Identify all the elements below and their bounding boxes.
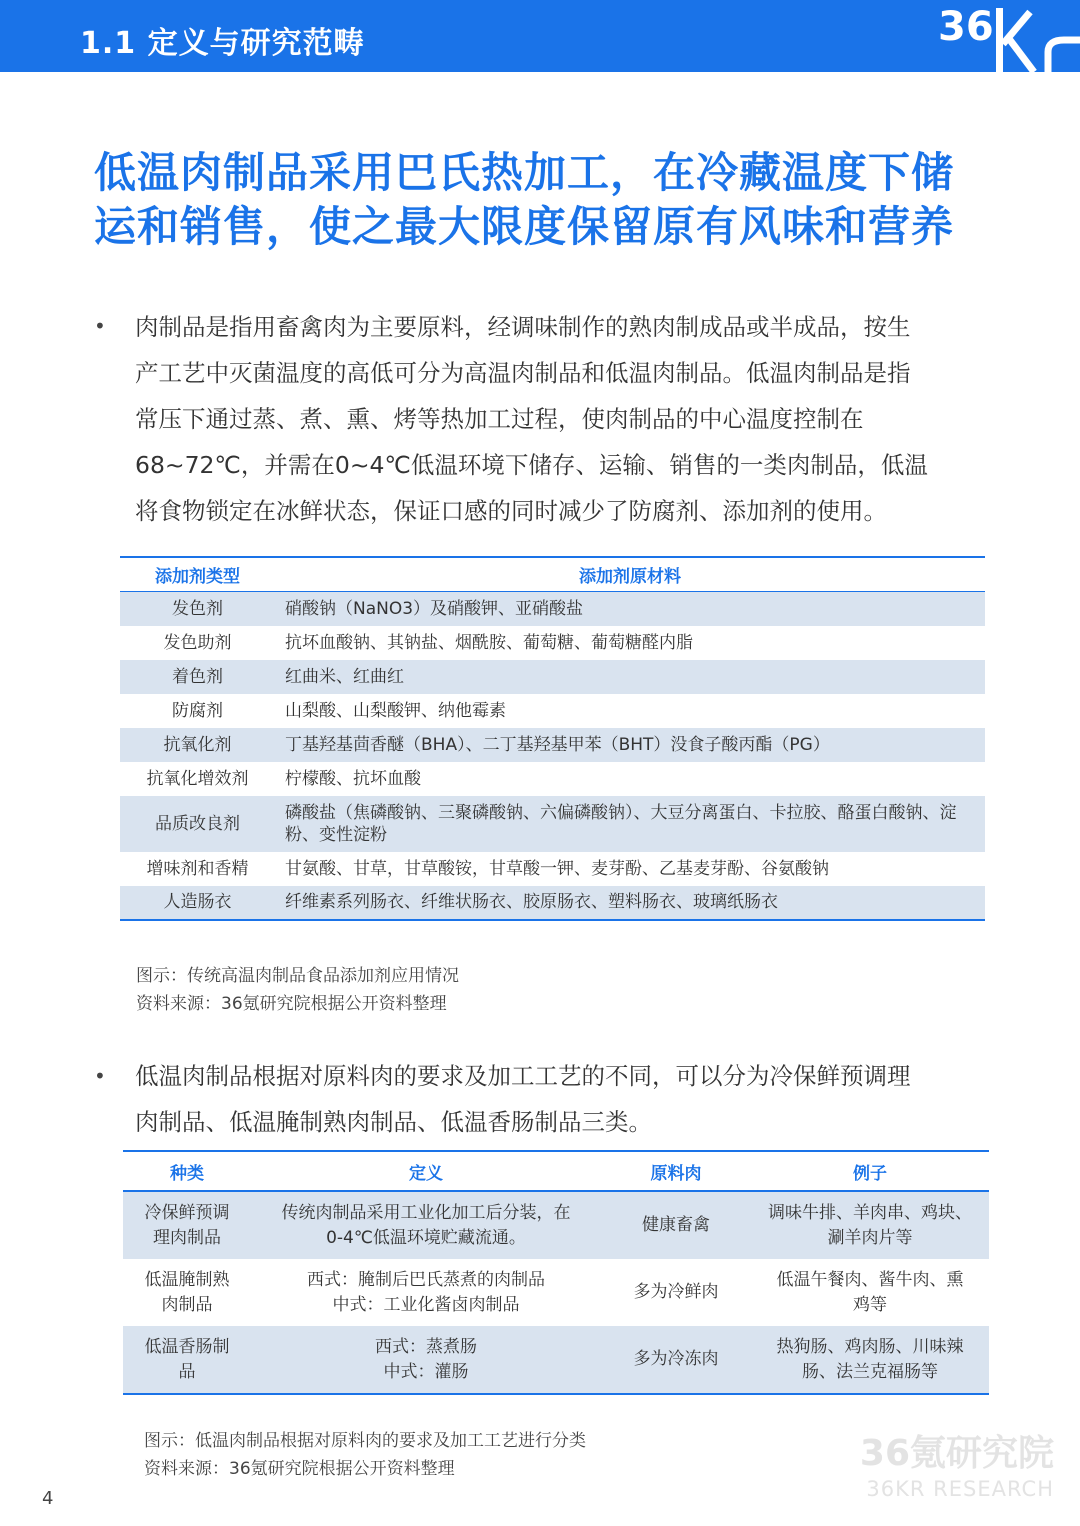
table-cell: 纤维素系列肠衣、纤维状肠衣、胶原肠衣、塑料肠衣、玻璃纸肠衣 bbox=[275, 886, 985, 920]
headline bbox=[94, 146, 994, 254]
table-cell: 发色助剂 bbox=[163, 632, 232, 653]
table-cell: 磷酸盐（焦磷酸钠、三聚磷酸钠、六偏磷酸钠）、大豆分离蛋白、卡拉胶、酪蛋白酸钠、淀粉、变性淀粉 bbox=[275, 796, 985, 852]
table-cell: 抗氧化增效剂 bbox=[146, 768, 249, 789]
additives-table bbox=[120, 556, 985, 921]
cell-line: 中式：工业化酱卤肉制品 bbox=[332, 1294, 520, 1315]
table-row bbox=[120, 626, 985, 660]
cell-line: 低温午餐肉、酱牛肉、熏 bbox=[776, 1269, 964, 1290]
para-line: 产工艺中灭菌温度的高低可分为高温肉制品和低温肉制品。低温肉制品是指 bbox=[135, 359, 911, 387]
headline-line: 低温肉制品采用巴氏热加工，在冷藏温度下储 bbox=[94, 148, 955, 197]
cell-line: 中式：灌肠 bbox=[383, 1361, 469, 1382]
table-cell: 柠檬酸、抗坏血酸 bbox=[285, 768, 421, 789]
table-row bbox=[120, 886, 985, 920]
bullet-marker: • bbox=[94, 314, 106, 338]
cell-line: 热狗肠、鸡肉肠、川味辣 bbox=[776, 1336, 964, 1357]
table-header: 定义 bbox=[251, 1151, 601, 1191]
table-cell: 硝酸钠（NaNO3）及硝酸钾、亚硝酸盐 bbox=[275, 592, 985, 626]
source-caption: 资料来源：36氪研究院根据公开资料整理 bbox=[144, 1459, 455, 1479]
table-cell: 品质改良剂 bbox=[120, 796, 275, 852]
table-cell bbox=[751, 1191, 989, 1259]
cell-line: 冷保鲜预调 bbox=[144, 1202, 230, 1223]
figure-caption: 图示：低温肉制品根据对原料肉的要求及加工工艺进行分类 bbox=[144, 1431, 586, 1451]
table-row bbox=[120, 694, 985, 728]
table-cell bbox=[251, 1259, 601, 1326]
table-cell bbox=[251, 1326, 601, 1394]
classification-paragraph bbox=[135, 1053, 985, 1145]
table-cell: 着色剂 bbox=[120, 660, 275, 694]
table-row bbox=[120, 592, 985, 626]
table1-caption bbox=[136, 962, 459, 1018]
table-cell bbox=[123, 1191, 251, 1259]
source-caption: 资料来源：36氪研究院根据公开资料整理 bbox=[136, 994, 447, 1014]
table-header: 例子 bbox=[751, 1151, 989, 1191]
cell-line: 低温腌制熟 bbox=[144, 1269, 230, 1290]
para-line: 肉制品、低温腌制熟肉制品、低温香肠制品三类。 bbox=[135, 1108, 652, 1136]
cell-line: 涮羊肉片等 bbox=[827, 1227, 913, 1248]
table-cell: 增味剂和香精 bbox=[146, 858, 249, 879]
table-cell: 多为冷鲜肉 bbox=[633, 1282, 719, 1302]
watermark-cn: 36氪研究院 bbox=[859, 1433, 1054, 1474]
para-line: 将食物锁定在冰鲜状态，保证口感的同时减少了防腐剂、添加剂的使用。 bbox=[135, 497, 887, 525]
section-title: 1.1 定义与研究范畴 bbox=[80, 26, 365, 61]
table-header: 原料肉 bbox=[601, 1151, 751, 1191]
page-number: 4 bbox=[42, 1488, 54, 1509]
cell-line: 调味牛排、羊肉串、鸡块、 bbox=[768, 1202, 972, 1223]
table-cell: 丁基羟基茴香醚（BHA）、二丁基羟基甲苯（BHT）没食子酸丙酯（PG） bbox=[275, 728, 985, 762]
table2-caption bbox=[144, 1427, 586, 1483]
cell-line: 肉制品 bbox=[161, 1294, 213, 1315]
36kr-logo bbox=[930, 0, 1080, 72]
cell-line: 西式：蒸煮肠 bbox=[375, 1336, 477, 1357]
cell-line: 传统肉制品采用工业化加工后分装，在 bbox=[281, 1202, 571, 1223]
table-row bbox=[120, 762, 985, 796]
headline-line: 运和销售，使之最大限度保留原有风味和营养 bbox=[94, 202, 955, 251]
table-header: 种类 bbox=[123, 1151, 251, 1191]
table-cell: 甘氨酸、甘草，甘草酸铵，甘草酸一钾、麦芽酚、乙基麦芽酚、谷氨酸钠 bbox=[285, 858, 829, 879]
table-cell: 健康畜禽 bbox=[601, 1191, 751, 1259]
para-line: 肉制品是指用畜禽肉为主要原料，经调味制作的熟肉制成品或半成品，按生 bbox=[135, 313, 911, 341]
table-cell bbox=[751, 1259, 989, 1326]
cell-line: 理肉制品 bbox=[153, 1227, 221, 1248]
table-cell: 抗氧化剂 bbox=[120, 728, 275, 762]
table-header: 添加剂类型 bbox=[120, 557, 275, 592]
table-cell bbox=[123, 1259, 251, 1326]
cell-line: 鸡等 bbox=[853, 1294, 887, 1315]
figure-caption: 图示：传统高温肉制品食品添加剂应用情况 bbox=[136, 966, 459, 986]
table-header: 添加剂原材料 bbox=[275, 557, 985, 592]
cell-line: 肠、法兰克福肠等 bbox=[802, 1361, 938, 1382]
table-row bbox=[123, 1259, 989, 1326]
table-cell: 抗坏血酸钠、其钠盐、烟酰胺、葡萄糖、葡萄糖醛内脂 bbox=[285, 632, 693, 653]
table-cell: 山梨酸、山梨酸钾、纳他霉素 bbox=[285, 700, 506, 721]
logo-text: 36 bbox=[938, 4, 994, 50]
table-cell: 发色剂 bbox=[120, 592, 275, 626]
cell-line: 0-4℃低温环境贮藏流通。 bbox=[326, 1227, 526, 1248]
table-row bbox=[120, 728, 985, 762]
cell-line: 西式：腌制后巴氏蒸煮的肉制品 bbox=[307, 1269, 545, 1290]
para-line: 常压下通过蒸、煮、熏、烤等热加工过程，使肉制品的中心温度控制在 bbox=[135, 405, 864, 433]
table-cell: 防腐剂 bbox=[172, 700, 223, 721]
para-line: 低温肉制品根据对原料肉的要求及加工工艺的不同，可以分为冷保鲜预调理 bbox=[135, 1062, 911, 1090]
classification-table bbox=[123, 1150, 989, 1395]
table-cell: 人造肠衣 bbox=[120, 886, 275, 920]
bullet-marker: • bbox=[94, 1064, 106, 1088]
table-cell: 多为冷冻肉 bbox=[601, 1326, 751, 1394]
watermark bbox=[860, 1432, 1054, 1502]
table-row bbox=[120, 796, 985, 852]
intro-paragraph bbox=[135, 304, 985, 534]
cell-line: 低温香肠制 bbox=[144, 1336, 230, 1357]
header-bar bbox=[0, 0, 1080, 72]
table-row bbox=[123, 1326, 989, 1394]
table-cell bbox=[251, 1191, 601, 1259]
cell-line: 品 bbox=[178, 1361, 196, 1382]
para-line: 68~72℃，并需在0~4℃低温环境下储存、运输、销售的一类肉制品，低温 bbox=[135, 451, 928, 479]
table-row bbox=[120, 660, 985, 694]
table-cell bbox=[123, 1326, 251, 1394]
table-row bbox=[123, 1191, 989, 1259]
table-row bbox=[120, 852, 985, 886]
table-cell bbox=[751, 1326, 989, 1394]
table-cell: 红曲米、红曲红 bbox=[275, 660, 985, 694]
watermark-en: 36KR RESEARCH bbox=[866, 1477, 1054, 1501]
